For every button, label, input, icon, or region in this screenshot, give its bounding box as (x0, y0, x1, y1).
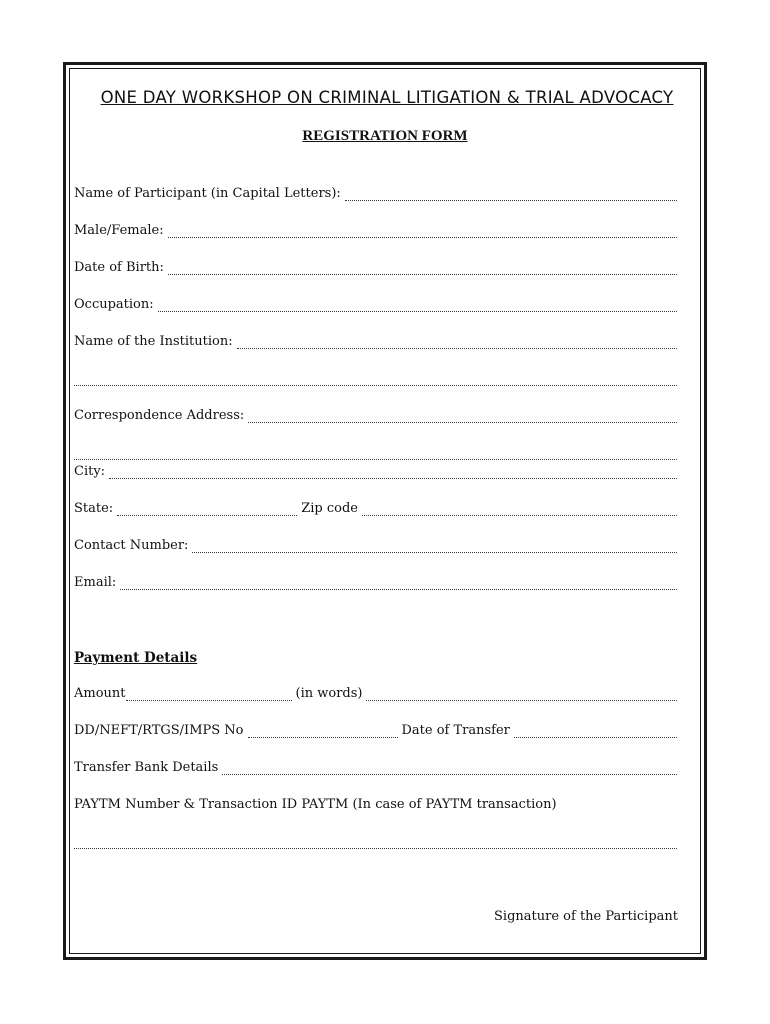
amount-line[interactable] (126, 699, 292, 701)
institution-continuation-field[interactable] (74, 371, 677, 391)
participant-name-label: Name of Participant (in Capital Letters): (74, 186, 341, 201)
institution-label: Name of the Institution: (74, 334, 233, 349)
city-line[interactable] (109, 477, 677, 479)
address-continuation-line[interactable] (74, 458, 677, 460)
city-label: City: (74, 464, 106, 479)
email-line[interactable] (120, 588, 677, 590)
state-line[interactable] (117, 514, 297, 516)
city-field[interactable] (74, 464, 677, 484)
zip-label: Zip code (301, 501, 358, 516)
address-line[interactable] (248, 421, 677, 423)
transfer-ref-label: DD/NEFT/RTGS/IMPS No (74, 723, 244, 738)
workshop-title: ONE DAY WORKSHOP ON CRIMINAL LITIGATION & TRIAL ADVOCACY (100, 88, 674, 107)
amount-label: Amount (74, 686, 126, 701)
state-zip-field[interactable] (74, 501, 677, 521)
bank-details-line[interactable] (222, 773, 677, 775)
contact-label: Contact Number: (74, 538, 189, 553)
dob-line[interactable] (168, 273, 677, 275)
contact-line[interactable] (192, 551, 677, 553)
gender-label: Male/Female: (74, 223, 164, 238)
date-of-transfer-label: Date of Transfer (401, 723, 510, 738)
paytm-field[interactable] (74, 834, 677, 854)
email-field[interactable] (74, 575, 677, 595)
address-field[interactable] (74, 408, 677, 428)
dob-label: Date of Birth: (74, 260, 164, 275)
amount-in-words-label: (in words) (295, 686, 363, 701)
participant-name-field[interactable] (74, 186, 677, 206)
participant-signature-label: Signature of the Participant (494, 909, 678, 924)
transfer-ref-field[interactable] (74, 723, 677, 743)
payment-details-heading: Payment Details (74, 650, 198, 666)
institution-continuation-line[interactable] (74, 384, 677, 386)
zip-line[interactable] (362, 514, 677, 516)
address-label: Correspondence Address: (74, 408, 245, 423)
institution-line[interactable] (237, 347, 677, 349)
date-of-transfer-line[interactable] (514, 736, 677, 738)
institution-field[interactable] (74, 334, 677, 354)
occupation-line[interactable] (158, 310, 677, 312)
gender-field[interactable] (74, 223, 677, 243)
bank-details-label: Transfer Bank Details (74, 760, 219, 775)
contact-field[interactable] (74, 538, 677, 558)
transfer-ref-line[interactable] (248, 736, 398, 738)
form-subtitle: REGISTRATION FORM (302, 128, 468, 144)
amount-field[interactable] (74, 686, 677, 706)
amount-in-words-line[interactable] (366, 699, 677, 701)
state-label: State: (74, 501, 114, 516)
occupation-field[interactable] (74, 297, 677, 317)
bank-details-field[interactable] (74, 760, 677, 780)
gender-line[interactable] (168, 236, 677, 238)
occupation-label: Occupation: (74, 297, 154, 312)
paytm-line[interactable] (74, 847, 677, 849)
paytm-label: PAYTM Number & Transaction ID PAYTM (In case of PAYTM transaction) (74, 797, 557, 812)
email-label: Email: (74, 575, 117, 590)
dob-field[interactable] (74, 260, 677, 280)
address-continuation-field[interactable] (74, 445, 677, 465)
participant-name-line[interactable] (345, 199, 677, 201)
